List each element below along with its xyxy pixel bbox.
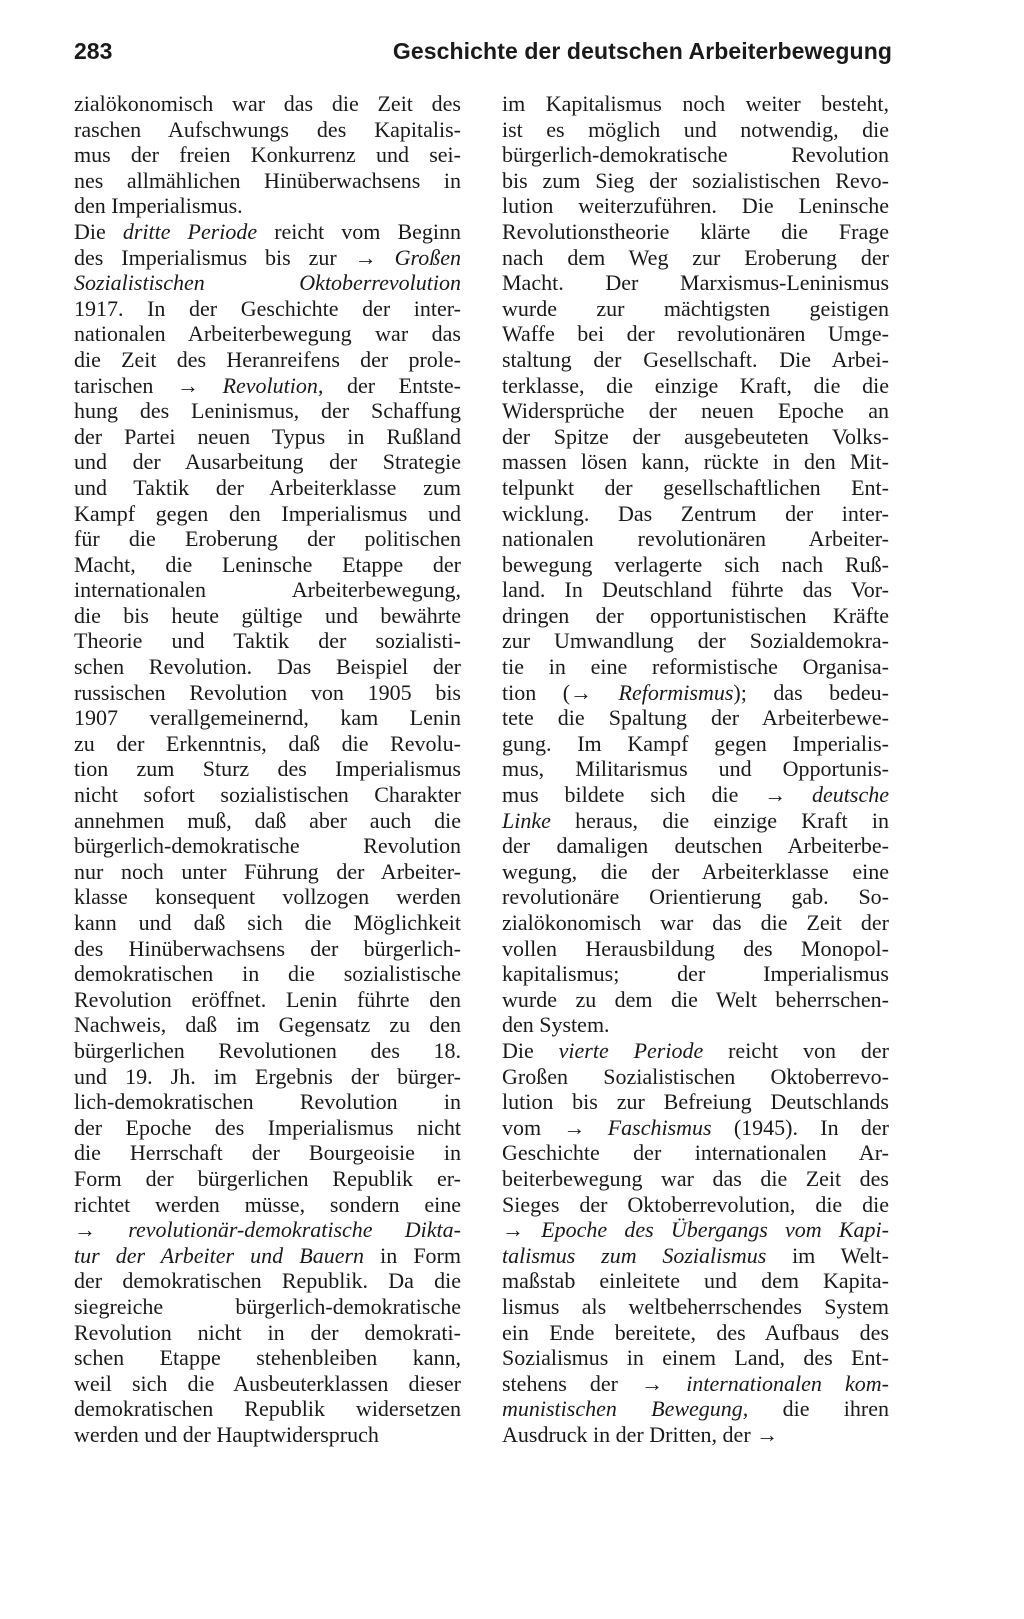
text-run: zialökonomisch war das die Zeit des	[74, 91, 461, 116]
text-run: tion (→	[502, 679, 619, 705]
text-line	[74, 1294, 461, 1320]
text-line	[502, 475, 889, 501]
text-run: stehens der →	[502, 1370, 687, 1396]
text-run: russischen Revolution von 1905 bis	[74, 679, 461, 705]
text-run: staltung der Gesellschaft. Die Arbei-	[502, 346, 889, 372]
text-run: und Taktik der Arbeiterklasse zum	[74, 474, 461, 500]
text-line	[502, 296, 889, 322]
text-run: tarischen →	[74, 372, 223, 398]
text-line	[74, 1345, 461, 1371]
text-run: reicht von der	[703, 1037, 890, 1063]
text-run: (1945). In der	[711, 1114, 889, 1140]
text-line	[502, 884, 889, 910]
text-run: Die	[502, 1037, 559, 1063]
text-run: der Epoche des Imperialismus nicht	[74, 1114, 461, 1140]
text-line	[74, 1192, 461, 1218]
text-run: nach dem Weg zur Eroberung der	[502, 244, 889, 270]
text-run: wicklung. Das Zentrum der inter-	[502, 500, 889, 526]
text-run: revolutionäre Orientierung gab. So-	[502, 884, 889, 910]
text-run: die ihren	[748, 1396, 889, 1422]
text-run: internationalen Arbeiterbewegung,	[74, 577, 461, 603]
italic-term: Reformismus	[618, 679, 734, 705]
text-line	[502, 1038, 889, 1064]
text-line	[74, 1268, 461, 1294]
text-line	[74, 526, 461, 552]
text-run: Nachweis, daß im Gegensatz zu den	[74, 1012, 461, 1038]
text-run: wurde zu dem die Welt beherrschen-	[502, 986, 889, 1012]
text-line	[502, 987, 889, 1013]
text-run: Macht. Der Marxismus-Leninismus	[502, 270, 889, 296]
text-run: Widersprüche der neuen Epoche an	[502, 398, 889, 424]
text-line	[74, 424, 461, 450]
text-line	[502, 1012, 889, 1038]
text-run: Revolution eröffnet. Lenin führte den	[74, 986, 461, 1012]
text-line	[74, 936, 461, 962]
text-line	[502, 552, 889, 578]
text-run: Sozialismus in einem Land, des Ent-	[502, 1345, 889, 1371]
text-line	[502, 833, 889, 859]
text-run: schen Etappe stehenbleiben kann,	[74, 1345, 461, 1371]
text-run: bürgerlichen Revolutionen des 18.	[74, 1037, 461, 1063]
text-line	[502, 577, 889, 603]
text-line	[502, 424, 889, 450]
text-line	[74, 91, 461, 117]
text-line	[74, 219, 461, 245]
text-run: weil sich die Ausbeuterklassen dieser	[74, 1370, 461, 1396]
text-run: →	[502, 1217, 542, 1243]
text-run: schen Revolution. Das Beispiel der	[74, 654, 461, 680]
text-run: bewegung verlagerte sich nach Ruß-	[502, 551, 889, 577]
text-run: maßstab einleitete und dem Kapita-	[502, 1268, 889, 1294]
italic-term: munistischen Bewegung,	[502, 1396, 749, 1422]
text-run: ist es möglich und notwendig, die	[502, 116, 889, 142]
text-run: richtet werden müsse, sondern eine	[74, 1191, 461, 1217]
text-line	[502, 219, 889, 245]
text-run: die Herrschaft der Bourgeoisie in	[74, 1140, 461, 1166]
text-line	[502, 936, 889, 962]
text-line	[74, 859, 461, 885]
text-run: tie in eine reformistische Organisa-	[502, 654, 889, 680]
text-run: für die Eroberung der politischen	[74, 526, 461, 552]
text-run: hung des Leninismus, der Schaffung	[74, 398, 461, 424]
italic-term: Linke	[502, 807, 551, 833]
text-run: im Kapitalismus noch weiter besteht,	[502, 91, 889, 116]
text-run: nur noch unter Führung der Arbeiter-	[74, 858, 461, 884]
text-line	[502, 526, 889, 552]
text-line	[502, 628, 889, 654]
text-run: terklasse, die einzige Kraft, die die	[502, 372, 889, 398]
text-line	[74, 1396, 461, 1422]
text-run: Kampf gegen den Imperialismus und	[74, 500, 461, 526]
text-run: →	[74, 1217, 129, 1243]
text-run: klasse konsequent vollzogen werden	[74, 884, 461, 910]
text-line	[74, 1320, 461, 1346]
text-run: zialökonomisch war das die Zeit der	[502, 910, 889, 935]
text-line	[502, 1268, 889, 1294]
text-run: die Zeit des Heranreifens der prole-	[74, 346, 461, 372]
text-line	[74, 552, 461, 578]
text-run: des Imperialismus bis zur →	[74, 244, 395, 270]
text-run: der Entste-	[323, 372, 461, 398]
text-line	[502, 193, 889, 219]
text-run: werden und der Hauptwiderspruch	[74, 1421, 379, 1447]
text-line	[502, 91, 889, 117]
text-run: tete die Spaltung der Arbeiterbewe-	[502, 705, 889, 731]
text-line	[502, 1115, 889, 1141]
text-line	[74, 1371, 461, 1397]
text-run: und 19. Jh. im Ergebnis der bürger-	[74, 1063, 461, 1089]
text-run: im Welt-	[766, 1242, 889, 1268]
text-run: 1907 verallgemeinernd, kam Lenin	[74, 705, 461, 731]
text-run: Großen Sozialistischen Oktoberrevo-	[502, 1063, 889, 1089]
text-line	[502, 705, 889, 731]
text-run: land. In Deutschland führte das Vor-	[502, 577, 889, 603]
text-line	[74, 782, 461, 808]
text-run: wurde zur mächtigsten geistigen	[502, 295, 889, 321]
text-line	[502, 1345, 889, 1371]
text-run: Macht, die Leninsche Etappe der	[74, 551, 461, 577]
text-run: nationalen revolutionären Arbeiter-	[502, 526, 889, 552]
text-line	[74, 270, 461, 296]
text-run: der Partei neuen Typus in Rußland	[74, 423, 461, 449]
italic-term: Epoche des Übergangs vom Kapi-	[541, 1217, 889, 1243]
text-run: bis zum Sieg der sozialistischen Revo-	[502, 167, 889, 193]
right-column	[502, 91, 889, 1447]
text-line	[74, 833, 461, 859]
text-line	[502, 731, 889, 757]
text-run: Waffe bei der revolutionären Umge-	[502, 321, 889, 347]
page-number: 283	[74, 38, 113, 64]
text-run: mus, Militarismus und Opportunis-	[502, 756, 889, 782]
text-line	[502, 501, 889, 527]
text-run: nicht sofort sozialistischen Charakter	[74, 782, 461, 808]
text-run: gung. Im Kampf gegen Imperialis-	[502, 730, 889, 756]
text-line	[502, 1243, 889, 1269]
text-line	[502, 680, 889, 706]
text-line	[74, 756, 461, 782]
italic-term: Großen	[394, 244, 461, 270]
text-line	[502, 782, 889, 808]
italic-term: deutsche	[812, 782, 889, 808]
text-line	[74, 168, 461, 194]
text-line	[74, 373, 461, 399]
text-run: tion zum Sturz des Imperialismus	[74, 756, 461, 782]
text-run: in Form	[364, 1242, 461, 1268]
text-run: Revolutionstheorie klärte die Frage	[502, 218, 889, 244]
text-run: 1917. In der Geschichte der inter-	[74, 295, 461, 321]
text-run: Theorie und Taktik der sozialisti-	[74, 628, 461, 654]
text-line	[502, 1140, 889, 1166]
text-run: zu der Erkenntnis, daß die Revolu-	[74, 730, 461, 756]
text-run: vom →	[502, 1114, 608, 1140]
text-line	[502, 398, 889, 424]
text-run: lismus als weltbeherrschendes System	[502, 1293, 889, 1319]
text-line	[502, 1089, 889, 1115]
text-run: telpunkt der gesellschaftlichen Ent-	[502, 474, 889, 500]
text-line	[502, 654, 889, 680]
text-run: bürgerlich-demokratische Revolution	[502, 142, 889, 168]
text-line	[74, 347, 461, 373]
text-line	[74, 321, 461, 347]
text-line	[74, 910, 461, 936]
text-line	[502, 321, 889, 347]
text-run: der Spitze der ausgebeuteten Volks-	[502, 423, 889, 449]
text-line	[502, 1422, 889, 1448]
text-line	[502, 1166, 889, 1192]
text-line	[74, 1012, 461, 1038]
text-run: und der Ausarbeitung der Strategie	[74, 449, 461, 475]
text-line	[502, 808, 889, 834]
text-line	[502, 859, 889, 885]
text-line	[74, 1038, 461, 1064]
text-run: lich-demokratischen Revolution in	[74, 1089, 461, 1115]
text-run: ein Ende bereitete, des Aufbaus des	[502, 1319, 889, 1345]
text-line	[74, 808, 461, 834]
running-title: Geschichte der deutschen Arbeiterbewegung	[392, 38, 892, 64]
text-line	[74, 449, 461, 475]
text-line	[74, 245, 461, 271]
text-line	[74, 1140, 461, 1166]
text-line	[502, 142, 889, 168]
italic-term: Revolution,	[222, 372, 324, 398]
text-line	[502, 1371, 889, 1397]
text-line	[74, 1166, 461, 1192]
italic-term: tur der Arbeiter und Bauern	[74, 1242, 365, 1268]
text-run: demokratischen Republik widersetzen	[74, 1396, 461, 1422]
text-line	[502, 961, 889, 987]
text-run: ); das bedeu-	[733, 679, 889, 705]
text-run: dringen der opportunistischen Kräfte	[502, 602, 889, 628]
text-line	[74, 142, 461, 168]
text-run: den System.	[502, 1012, 610, 1038]
text-line	[74, 501, 461, 527]
text-run: raschen Aufschwungs des Kapitalis-	[74, 116, 461, 142]
text-run: zur Umwandlung der Sozialdemokra-	[502, 628, 889, 654]
text-run: den Imperialismus.	[74, 193, 243, 219]
text-run: Die	[74, 218, 123, 244]
italic-term: dritte Periode	[122, 218, 258, 244]
text-run: nes allmählichen Hinüberwachsens in	[74, 167, 461, 193]
text-line	[502, 373, 889, 399]
text-run: Ausdruck in der Dritten, der →	[502, 1421, 779, 1447]
text-line	[502, 347, 889, 373]
text-line	[74, 603, 461, 629]
text-line	[502, 168, 889, 194]
text-run: bürgerlich-demokratische Revolution	[74, 833, 461, 859]
text-line	[502, 1064, 889, 1090]
text-line	[74, 398, 461, 424]
text-line	[74, 680, 461, 706]
text-line	[502, 117, 889, 143]
text-run: siegreiche bürgerlich-demokratische	[74, 1293, 461, 1319]
text-line	[74, 1089, 461, 1115]
text-run: reicht vom Beginn	[257, 218, 462, 244]
text-run: heraus, die einzige Kraft in	[550, 807, 889, 833]
text-line	[74, 705, 461, 731]
text-line	[74, 1115, 461, 1141]
text-line	[502, 756, 889, 782]
running-header	[74, 38, 892, 65]
text-line	[74, 987, 461, 1013]
text-run: der damaligen deutschen Arbeiterbe-	[502, 833, 889, 859]
text-line	[74, 628, 461, 654]
text-line	[502, 1320, 889, 1346]
text-run: kann und daß sich die Möglichkeit	[74, 910, 461, 935]
text-run: demokratischen in die sozialistische	[74, 961, 461, 987]
text-line	[502, 1294, 889, 1320]
text-run: Form der bürgerlichen Republik er-	[74, 1165, 461, 1191]
text-line	[502, 1396, 889, 1422]
text-run: Revolution nicht in der demokrati-	[74, 1319, 461, 1345]
text-run: lution weiterzuführen. Die Leninsche	[502, 193, 889, 219]
text-line	[74, 961, 461, 987]
text-run: vollen Herausbildung des Monopol-	[502, 935, 889, 961]
text-run: der demokratischen Republik. Da die	[74, 1268, 461, 1294]
italic-term: internationalen kom-	[686, 1370, 889, 1396]
text-line	[74, 296, 461, 322]
text-line	[74, 731, 461, 757]
text-line	[74, 577, 461, 603]
text-run: beiterbewegung war das die Zeit des	[502, 1165, 889, 1191]
text-line	[502, 245, 889, 271]
text-run: mus bildete sich die →	[502, 782, 813, 808]
text-run: Sieges der Oktoberrevolution, die die	[502, 1191, 889, 1217]
italic-term: vierte Periode	[558, 1037, 704, 1063]
text-run: des Hinüberwachsens der bürgerlich-	[74, 935, 461, 961]
text-run: kapitalismus; der Imperialismus	[502, 961, 889, 987]
text-run: wegung, die der Arbeiterklasse eine	[502, 858, 889, 884]
text-run: Geschichte der internationalen Ar-	[502, 1140, 889, 1166]
text-line	[74, 1422, 461, 1448]
text-line	[502, 270, 889, 296]
text-line	[502, 910, 889, 936]
text-line	[502, 449, 889, 475]
italic-term: Faschismus	[607, 1114, 712, 1140]
text-run: nationalen Arbeiterbewegung war das	[74, 321, 461, 347]
text-run: massen lösen kann, rückte in den Mit-	[502, 449, 889, 475]
left-column	[74, 91, 461, 1447]
text-run: annehmen muß, daß aber auch die	[74, 807, 461, 833]
text-line	[502, 603, 889, 629]
italic-term: Sozialistischen Oktoberrevolution	[74, 270, 461, 296]
italic-term: revolutionär-demokratische Dikta-	[128, 1217, 461, 1243]
text-line	[74, 117, 461, 143]
text-line	[74, 1217, 461, 1243]
text-line	[74, 1064, 461, 1090]
text-line	[74, 884, 461, 910]
text-line	[74, 475, 461, 501]
text-run: mus der freien Konkurrenz und sei-	[74, 142, 461, 168]
italic-term: talismus zum Sozialismus	[502, 1242, 767, 1268]
text-line	[74, 654, 461, 680]
text-line	[74, 1243, 461, 1269]
text-line	[502, 1217, 889, 1243]
text-run: lution bis zur Befreiung Deutschlands	[502, 1089, 889, 1115]
text-run: die bis heute gültige und bewährte	[74, 602, 461, 628]
text-line	[74, 193, 461, 219]
text-line	[502, 1192, 889, 1218]
